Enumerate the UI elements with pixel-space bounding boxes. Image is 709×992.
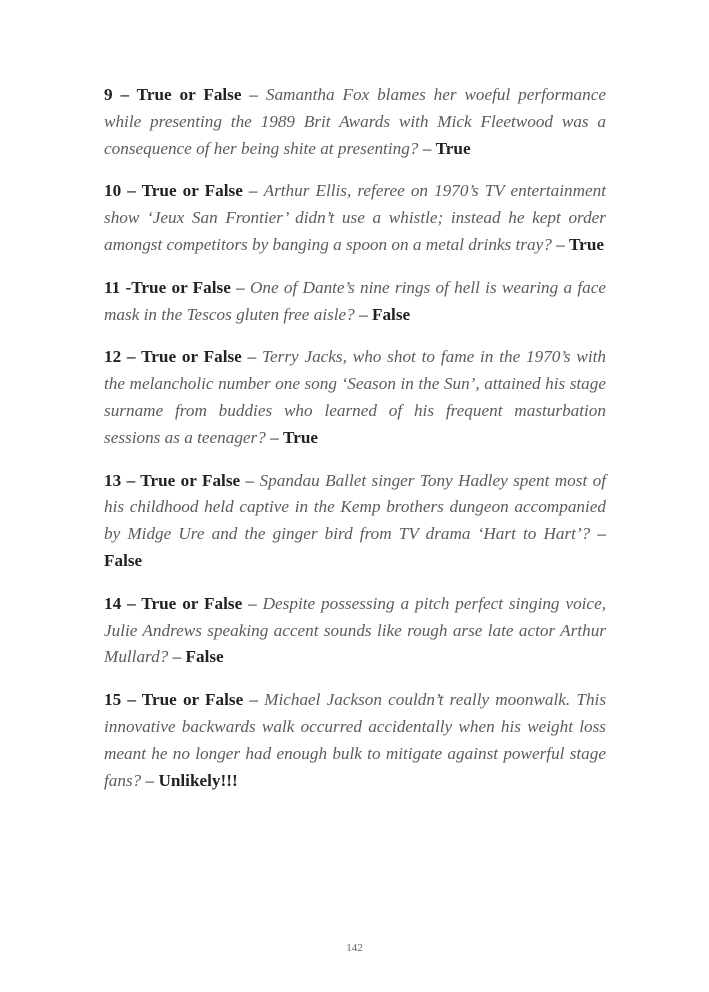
question-separator: – <box>240 470 260 490</box>
question-label: 10 – True or False <box>104 181 243 201</box>
question-answer: False <box>104 550 143 570</box>
answer-separator: – <box>418 138 436 158</box>
question-separator: – <box>230 277 251 297</box>
question-label: 11 -True or False <box>104 277 231 297</box>
question-label: 13 – True or False <box>104 470 241 490</box>
answer-separator: – <box>354 304 372 324</box>
question-14 <box>104 591 606 671</box>
question-text: Arthur Ellis, referee on 1970’s TV entertainment show ‘Jeux San Frontier’ didn’t use a whistle; instead he kept order amongst competitors by banging a spoon on a metal drinks tray? <box>104 181 606 254</box>
question-text: One of Dante’s nine rings of hell is wearing a face mask in the Tescos gluten free aisle? <box>104 277 607 324</box>
answer-separator: – <box>265 427 284 447</box>
answer-separator: – <box>551 234 569 254</box>
question-label: 9 – True or False <box>104 85 242 104</box>
question-answer: False <box>185 647 224 667</box>
question-answer: True <box>569 234 605 254</box>
question-separator: – <box>242 181 264 201</box>
question-12 <box>104 344 606 451</box>
question-answer: Unlikely!!! <box>158 770 238 790</box>
question-text: Michael Jackson couldn’t really moonwalk. This innovative backwards walk occurred accidentally when his weight loss meant he no longer had enough bulk to mitigate against powerful stage fans? <box>104 690 607 790</box>
question-11 <box>104 275 606 329</box>
question-10 <box>104 178 606 258</box>
answer-separator: – <box>141 770 159 790</box>
question-separator: – <box>241 85 266 104</box>
question-9 <box>104 82 606 162</box>
question-text: Despite possessing a pitch perfect singing voice, Julie Andrews speaking accent sounds like rough arse late actor Arthur Mullard? <box>104 593 606 667</box>
question-text: Samantha Fox blames her woeful performance while presenting the 1989 Brit Awards with Mick Fleetwood was a consequence of her being shite at presenting? <box>104 85 606 158</box>
question-label: 15 – True or False <box>104 690 244 710</box>
question-13 <box>104 468 606 575</box>
question-answer: True <box>283 427 319 447</box>
question-separator: – <box>242 593 263 613</box>
question-separator: – <box>241 347 263 367</box>
document-page <box>104 82 606 810</box>
question-label: 12 – True or False <box>104 347 242 367</box>
page-number: 142 <box>346 942 363 954</box>
answer-separator: – <box>168 647 186 667</box>
question-separator: – <box>243 690 265 710</box>
question-text: Terry Jacks, who shot to fame in the 1970’s with the melancholic number one song ‘Season in the Sun’, attained his stage surname from buddies who learned of his frequent masturbation sessions as a teenager? <box>104 347 607 447</box>
question-text: Spandau Ballet singer Tony Hadley spent most of his childhood held captive in the Kemp brothers dungeon accompanied by Midge Ure and the ginger bird from TV drama ‘Hart to Hart’? <box>104 470 606 544</box>
question-answer: True <box>435 138 471 158</box>
answer-separator: – <box>590 524 607 544</box>
question-label: 14 – True or False <box>104 593 243 613</box>
question-15 <box>104 687 606 794</box>
question-answer: False <box>371 304 411 324</box>
